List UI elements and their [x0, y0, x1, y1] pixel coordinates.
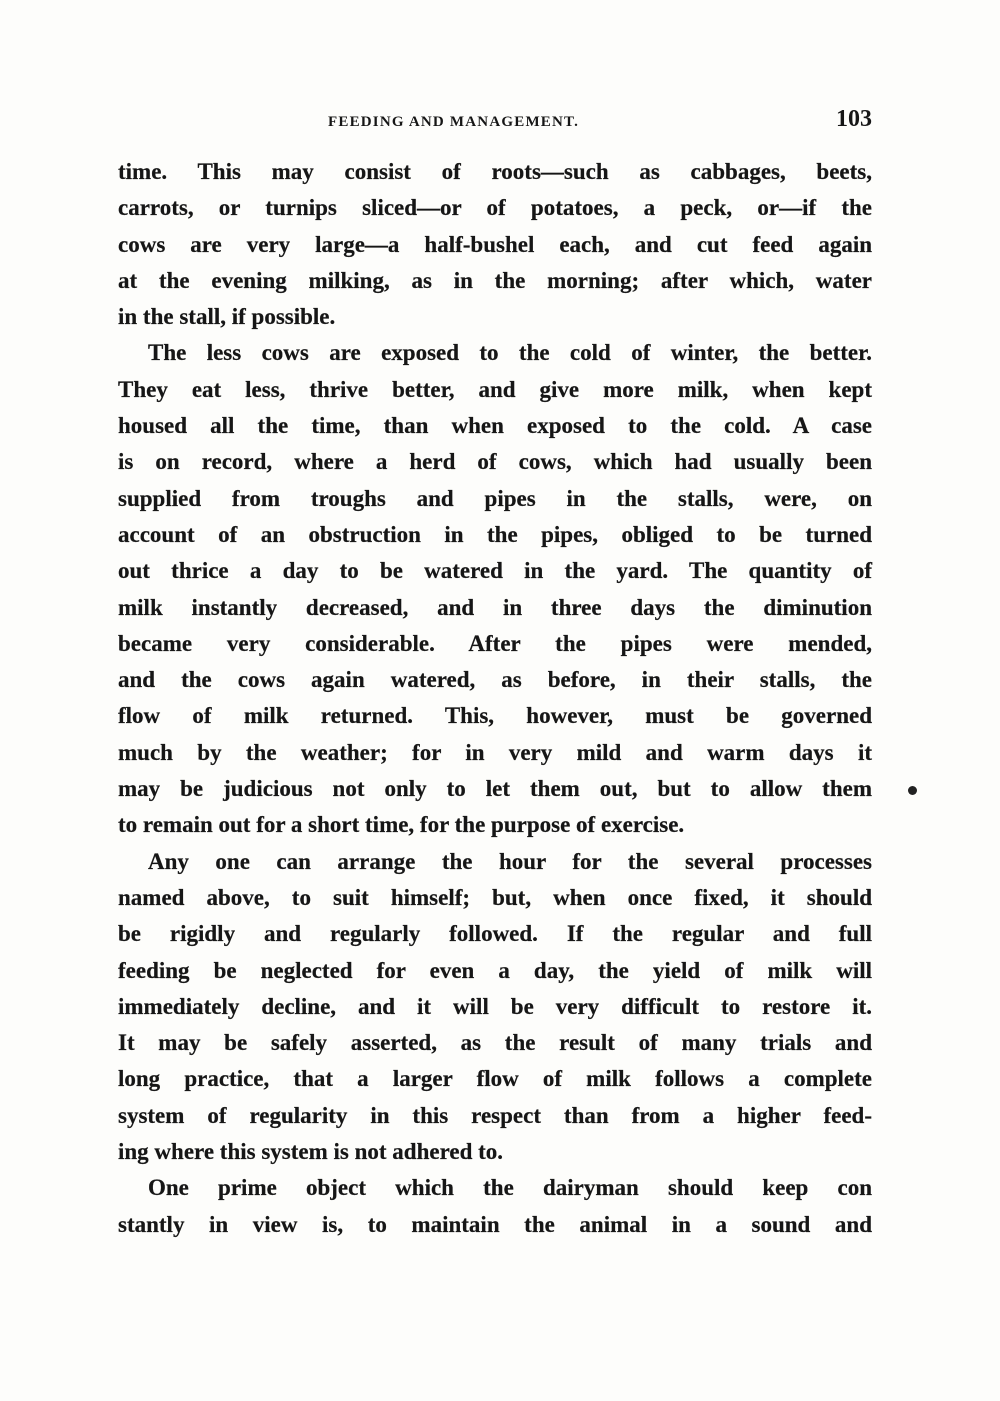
- text-line: They eat less, thrive better, and give more milk, when kept: [118, 376, 872, 402]
- page-number: 103: [836, 106, 872, 132]
- text-line: cows are very large—a half-bushel each, and cut feed again: [118, 231, 872, 257]
- text-line: time. This may consist of roots—such as cabbages, beets,: [118, 159, 872, 184]
- running-title: FEEDING AND MANAGEMENT.: [328, 114, 580, 130]
- text-line: and the cows again watered, as before, in their stalls, the: [118, 667, 872, 693]
- text-line: named above, to suit himself; but, when once fixed, it should: [118, 884, 872, 910]
- text-line: long practice, that a larger flow of milk follows a complete: [118, 1066, 872, 1092]
- text-line: milk instantly decreased, and in three days the diminution: [118, 594, 872, 620]
- text-line: account of an obstruction in the pipes, obliged to be turned: [118, 521, 872, 547]
- text-line: immediately decline, and it will be very difficult to restore it.: [118, 993, 872, 1019]
- text-line: system of regularity in this respect than from a higher feed-: [118, 1102, 872, 1128]
- text-line: be rigidly and regularly followed. If the regular and full: [118, 921, 872, 947]
- text-line: stantly in view is, to maintain the animal in a sound and: [118, 1211, 872, 1237]
- paragraph: [118, 157, 872, 338]
- scan-speck: [908, 786, 917, 795]
- paragraph: [118, 1173, 872, 1246]
- text-line: out thrice a day to be watered in the yard. The quantity of: [118, 558, 872, 584]
- paragraph: [118, 338, 872, 846]
- text-line: It may be safely asserted, as the result of many trials and: [118, 1030, 872, 1056]
- text-line: carrots, or turnips sliced—or of potatoes, a peck, or—if the: [118, 195, 872, 221]
- text-line: feeding be neglected for even a day, the yield of milk will: [118, 957, 872, 983]
- text-line: ing where this system is not adhered to.: [118, 1139, 504, 1165]
- text-line: may be judicious not only to let them out, but to allow them: [118, 776, 872, 802]
- text-line: One prime object which the dairyman should keep con: [148, 1175, 872, 1201]
- text-line: much by the weather; for in very mild and warm days it: [118, 739, 872, 765]
- text-line: housed all the time, than when exposed to the cold. A case: [118, 413, 872, 439]
- text-line: The less cows are exposed to the cold of winter, the better.: [148, 340, 872, 366]
- body-text: [118, 157, 872, 1246]
- text-line: at the evening milking, as in the morning; after which, water: [118, 267, 872, 293]
- text-line: Any one can arrange the hour for the several processes: [148, 848, 872, 874]
- text-line: flow of milk returned. This, however, must be governed: [118, 703, 872, 729]
- page-header: [118, 106, 872, 138]
- text-line: became very considerable. After the pipes were mended,: [118, 630, 872, 656]
- text-line: is on record, where a herd of cows, which had usually been: [118, 449, 872, 475]
- paragraph: [118, 847, 872, 1174]
- text-line: supplied from troughs and pipes in the stalls, were, on: [118, 485, 872, 511]
- text-line: in the stall, if possible.: [118, 304, 336, 330]
- text-line: to remain out for a short time, for the purpose of exercise.: [118, 812, 685, 838]
